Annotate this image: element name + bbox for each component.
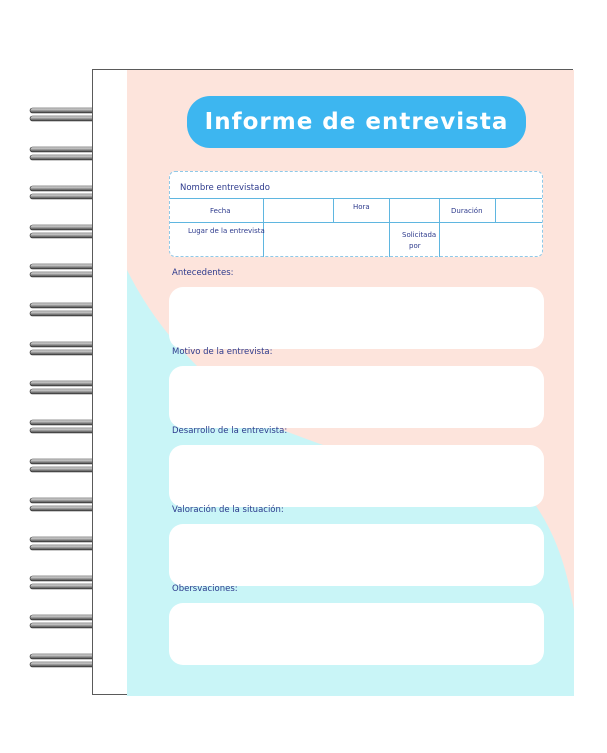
table-divider — [333, 198, 334, 222]
background-label: Antecedentes: — [172, 268, 234, 278]
interview-development-label: Desarrollo de la entrevista: — [172, 426, 288, 436]
interviewee-name-label: Nombre entrevistado — [180, 183, 270, 193]
form-title: Informe de entrevista — [204, 109, 509, 135]
requested-by-field[interactable] — [440, 223, 542, 256]
situation-assessment-field[interactable] — [169, 524, 544, 586]
requested-by-label-line2: por — [409, 242, 421, 250]
requested-by-label-line1: Solicitada — [402, 231, 437, 239]
background-field[interactable] — [169, 287, 544, 349]
interview-reason-label: Motivo de la entrevista: — [172, 347, 273, 357]
situation-assessment-label: Valoración de la situación: — [172, 505, 284, 515]
interview-reason-field[interactable] — [169, 366, 544, 428]
interview-info-table — [169, 171, 543, 257]
title-banner — [188, 97, 525, 147]
interview-development-field[interactable] — [169, 445, 544, 507]
time-label: Hora — [353, 203, 370, 211]
date-label: Fecha — [210, 207, 231, 215]
observations-field[interactable] — [169, 603, 544, 665]
observations-label: Obersvaciones: — [172, 584, 238, 594]
table-divider — [170, 198, 542, 199]
place-label: Lugar de la entrevista — [188, 227, 265, 235]
date-field[interactable] — [264, 199, 332, 221]
duration-label: Duración — [451, 207, 483, 215]
time-field[interactable] — [390, 199, 438, 221]
place-field[interactable] — [264, 223, 388, 256]
duration-field[interactable] — [496, 199, 542, 221]
